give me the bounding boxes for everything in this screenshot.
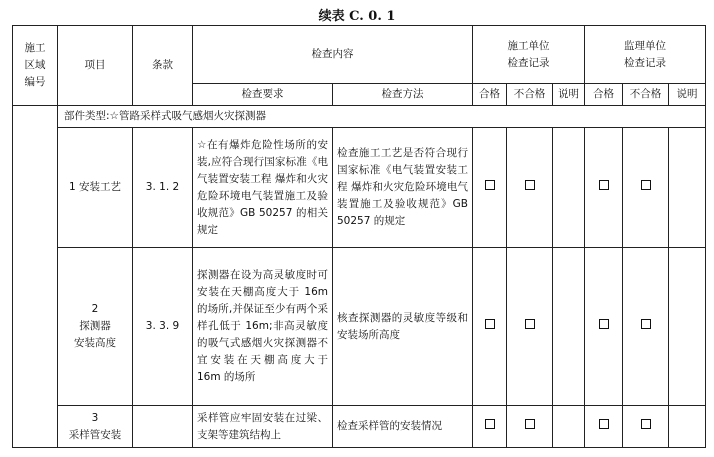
inspect-req-header: 检查要求 [193,84,333,106]
fail-header: 不合格 [623,84,669,106]
row-requirement: 探测器在设为高灵敏度时可安装在天棚高度大于 16m 的场所,并保证至少有两个采样孔低于 16m;非高灵敏度的吸气式感烟火灾探测器不宜安装在天棚高度大于 16m 的场所 [193,248,333,406]
construction-note-cell[interactable] [553,128,585,248]
supervision-pass-checkbox[interactable] [585,248,623,406]
supervision-unit-header: 监理单位 检查记录 [585,26,706,84]
row-item: 2 探测器 安装高度 [58,248,133,406]
note-header: 说明 [669,84,706,106]
section-label: 部件类型:☆管路采样式吸气感烟火灾探测器 [58,106,706,128]
zone-header: 施工 区域 编号 [13,26,58,106]
supervision-note-cell[interactable] [669,128,706,248]
row-requirement: ☆在有爆炸危险性场所的安装,应符合现行国家标准《电气装置安装工程 爆炸和火灾危险环境电气装置施工及验收规范》GB 50257 的相关规定 [193,128,333,248]
supervision-note-cell[interactable] [669,248,706,406]
supervision-pass-checkbox[interactable] [585,128,623,248]
section-row [13,106,706,128]
construction-fail-checkbox[interactable] [507,248,553,406]
header-row [13,26,706,84]
supervision-fail-checkbox[interactable] [623,128,669,248]
row-requirement: 采样管应牢固安装在过梁、支架等建筑结构上 [193,406,333,448]
inspect-content-header: 检查内容 [193,26,473,84]
table-row [13,128,706,248]
row-item: 1 安装工艺 [58,128,133,248]
inspect-method-header: 检查方法 [333,84,473,106]
supervision-note-cell[interactable] [669,406,706,448]
construction-fail-checkbox[interactable] [507,406,553,448]
inspection-table [12,25,706,448]
row-method: 核查探测器的灵敏度等级和安装场所高度 [333,248,473,406]
supervision-pass-checkbox[interactable] [585,406,623,448]
supervision-fail-checkbox[interactable] [623,248,669,406]
pass-header: 合格 [585,84,623,106]
construction-unit-header: 施工单位 检查记录 [473,26,585,84]
item-header: 项目 [58,26,133,106]
construction-pass-checkbox[interactable] [473,128,507,248]
construction-pass-checkbox[interactable] [473,248,507,406]
table-row [13,248,706,406]
row-method: 检查采样管的安装情况 [333,406,473,448]
clause-header: 条款 [133,26,193,106]
construction-note-cell[interactable] [553,406,585,448]
pass-header: 合格 [473,84,507,106]
construction-note-cell[interactable] [553,248,585,406]
row-item: 3 采样管安装 [58,406,133,448]
table-title: 续表 C. 0. 1 [318,9,396,24]
row-method: 检查施工工艺是否符合现行国家标准《电气装置安装工程 爆炸和火灾危险环境电气装置施工及验收规范》GB 50257 的规定 [333,128,473,248]
zone-cell [13,106,58,448]
row-clause: 3. 3. 9 [133,248,193,406]
construction-pass-checkbox[interactable] [473,406,507,448]
construction-fail-checkbox[interactable] [507,128,553,248]
table-row [13,406,706,448]
fail-header: 不合格 [507,84,553,106]
supervision-fail-checkbox[interactable] [623,406,669,448]
note-header: 说明 [553,84,585,106]
row-clause: 3. 1. 2 [133,128,193,248]
row-clause [133,406,193,448]
